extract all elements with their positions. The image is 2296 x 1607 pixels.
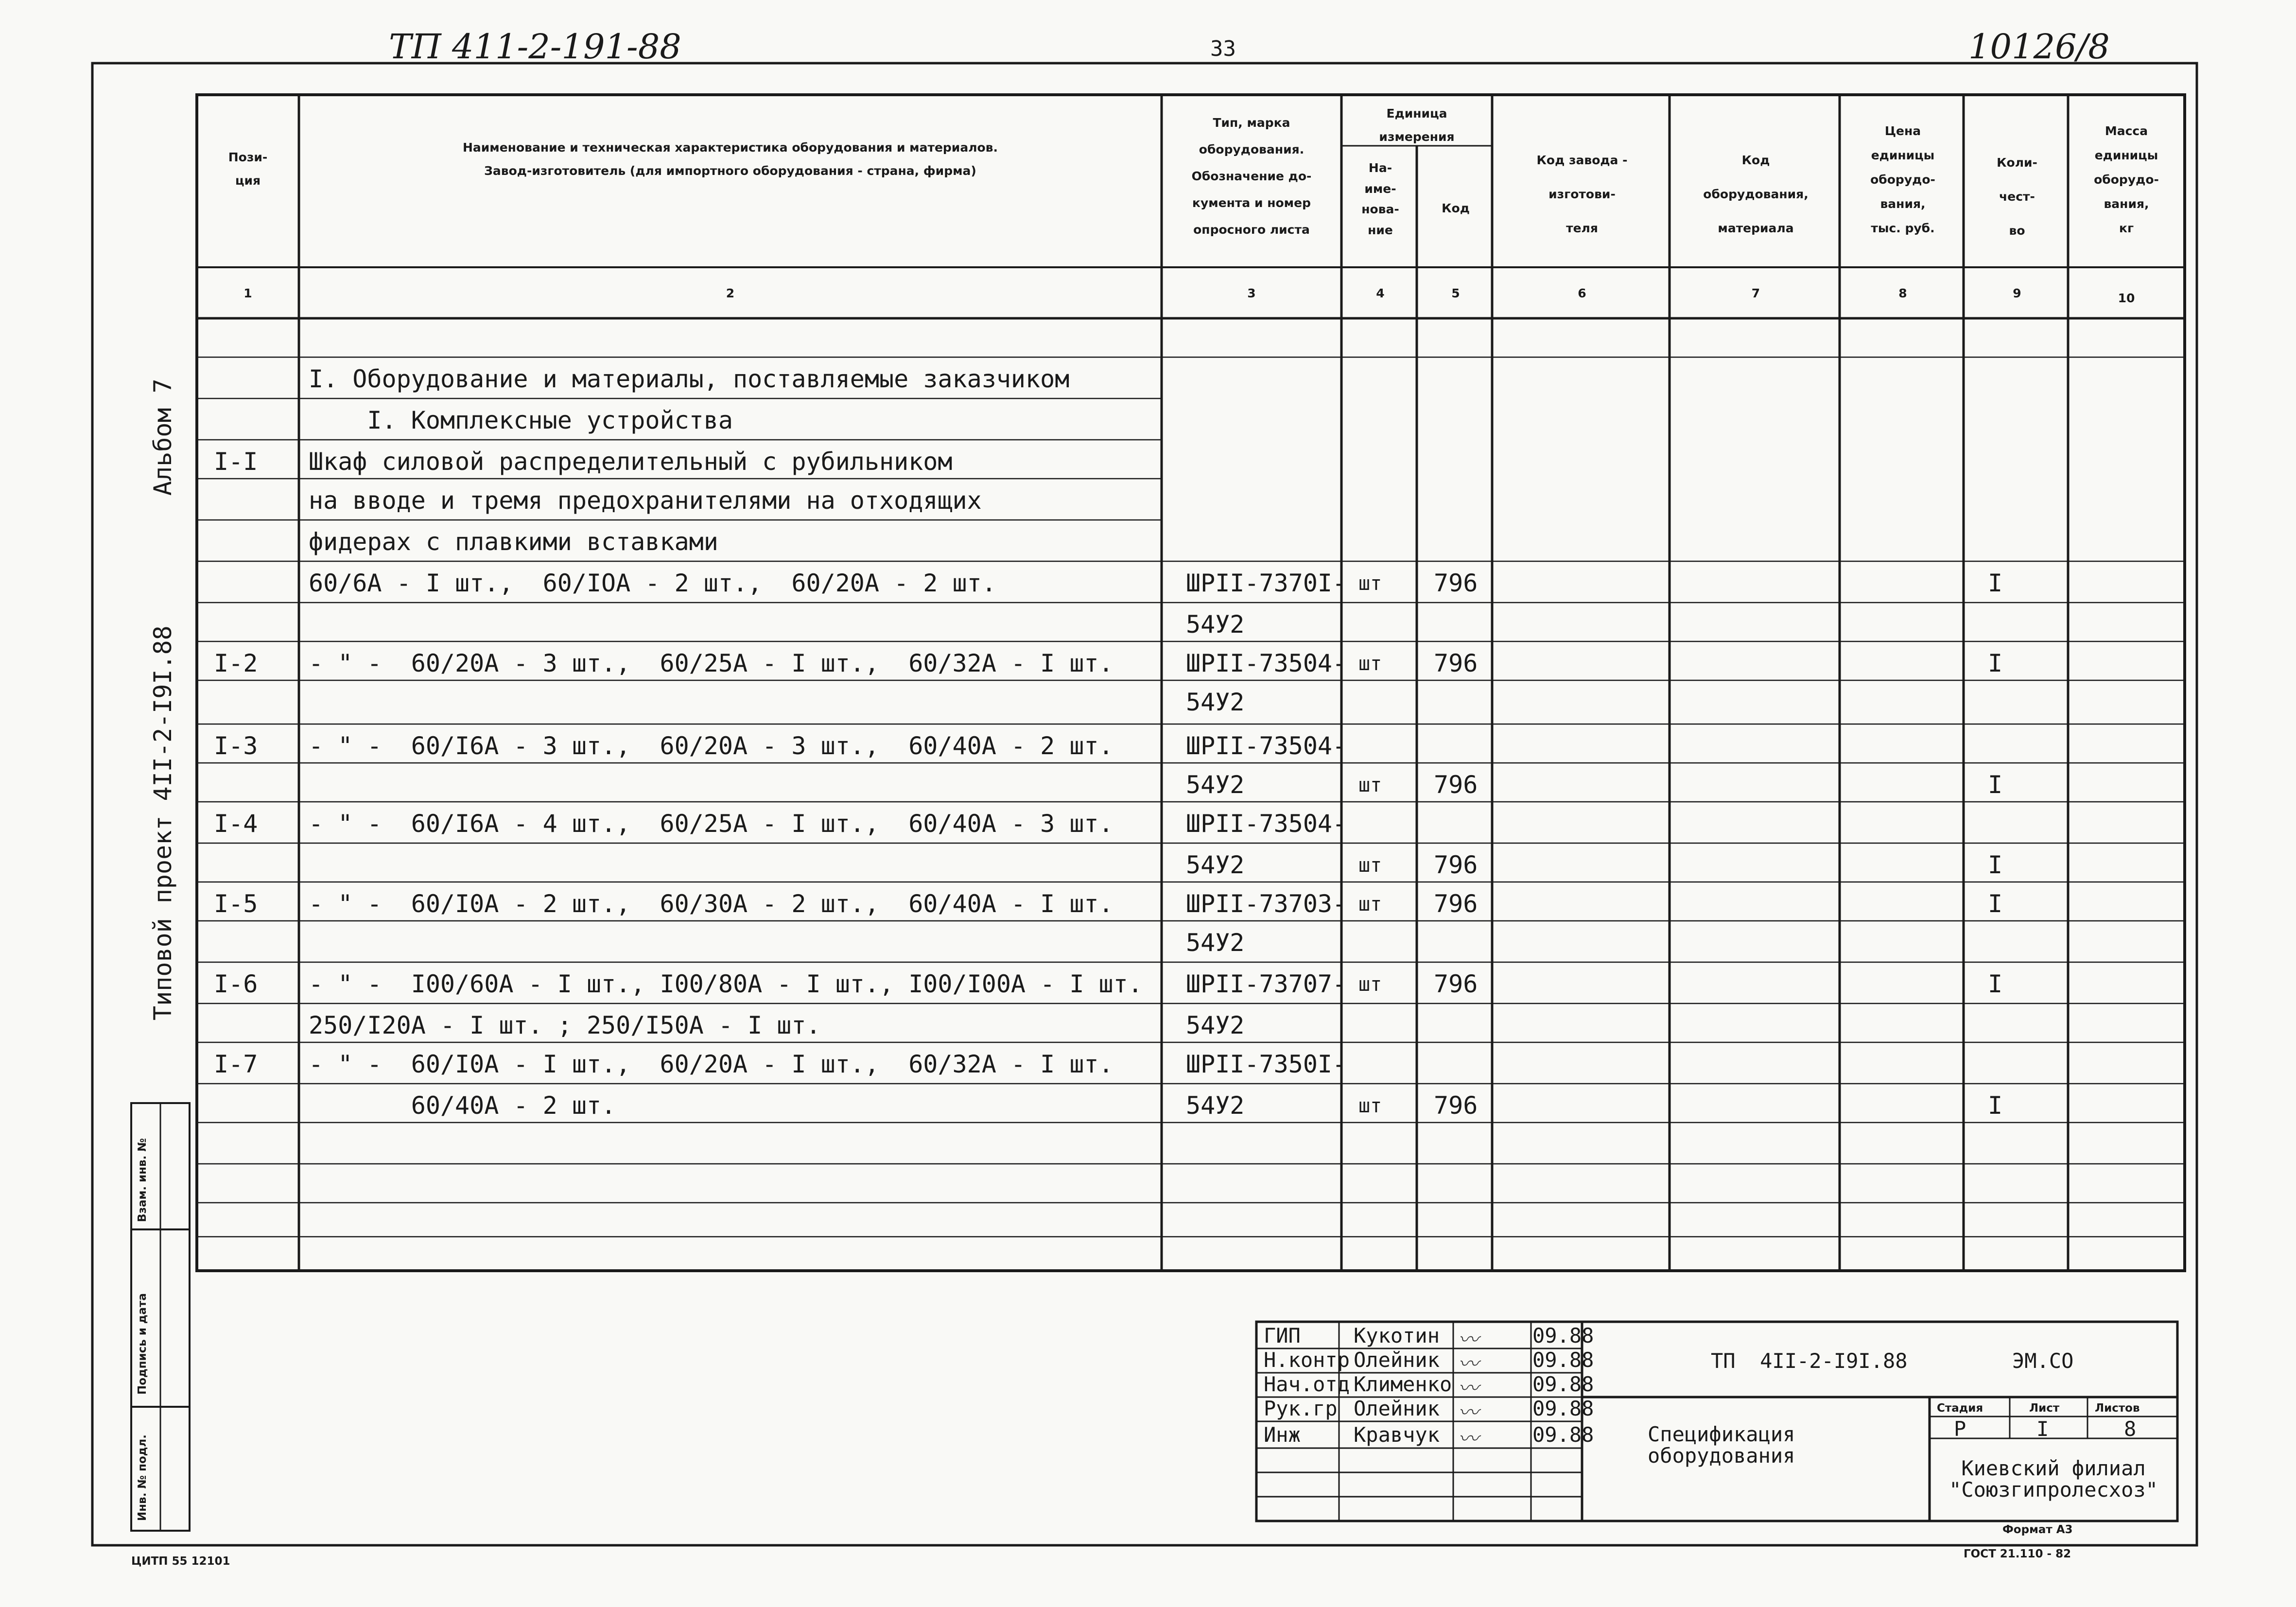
- row-unit: шт: [1358, 774, 1382, 796]
- row-name: фидерах с плавкими вставками: [309, 528, 718, 556]
- row-type: ШРII-73504-: [1186, 649, 1347, 677]
- col-header-unit-code: Код: [1442, 201, 1470, 215]
- row-position: I-5: [214, 890, 258, 918]
- signature-mark: 〰: [1458, 1352, 1479, 1376]
- col-header-unit-name: На- име- нова- ние: [1361, 161, 1399, 237]
- col-num: 7: [1751, 286, 1760, 300]
- row-name: 60/40А - 2 шт.: [309, 1091, 616, 1120]
- row-type: ШРII-73504-: [1186, 810, 1347, 838]
- signature-mark: 〰: [1458, 1376, 1479, 1400]
- signer-role: Инж: [1264, 1423, 1301, 1447]
- col-header-factory-code: Код завода - изготови- теля: [1536, 153, 1628, 235]
- sheets-label: Листов: [2095, 1402, 2140, 1415]
- signer-role: ГИП: [1264, 1324, 1301, 1348]
- signer-date: 09.88: [1532, 1324, 1594, 1348]
- row-type: 54У2: [1186, 1011, 1245, 1039]
- doc-title: Спецификация оборудования: [1648, 1422, 1795, 1468]
- signer-date: 09.88: [1532, 1397, 1594, 1420]
- col-num: 2: [726, 286, 735, 300]
- col-num: 10: [2118, 291, 2135, 305]
- stage-label: Стадия: [1937, 1402, 1983, 1415]
- row-position: I-I: [214, 448, 258, 476]
- row-unit-code: 796: [1434, 649, 1478, 677]
- row-name: на вводе и тремя предохранителями на отходящих: [309, 486, 982, 515]
- row-name: I. Оборудование и материалы, поставляемые заказчиком: [309, 365, 1070, 393]
- row-unit: шт: [1358, 893, 1382, 916]
- sheet-value: I: [2036, 1417, 2049, 1441]
- row-position: I-2: [214, 649, 258, 677]
- row-name: - " - 60/I6А - 4 шт., 60/25А - I шт., 60/40А - 3 шт.: [309, 810, 1113, 838]
- row-quantity: I: [1988, 970, 2003, 998]
- row-name: - " - 60/I0А - I шт., 60/20А - I шт., 60/32А - I шт.: [309, 1050, 1113, 1078]
- album-label: Альбом 7: [149, 379, 177, 496]
- row-unit-code: 796: [1434, 890, 1478, 918]
- col-header-quantity: Коли- чест- во: [1997, 156, 2037, 238]
- row-unit: шт: [1358, 572, 1382, 595]
- col-num: 1: [244, 286, 252, 300]
- signer-name: Кукотин: [1354, 1324, 1440, 1348]
- project-label: Типовой проект 4II-2-I9I.88: [149, 625, 177, 1020]
- row-quantity: I: [1988, 569, 2003, 597]
- signer-role: Рук.гр: [1264, 1397, 1338, 1420]
- row-unit: шт: [1358, 1095, 1382, 1117]
- signer-date: 09.88: [1532, 1423, 1594, 1447]
- row-unit-code: 796: [1434, 569, 1478, 597]
- col-num: 3: [1247, 286, 1256, 300]
- row-quantity: I: [1988, 649, 2003, 677]
- row-type: ШРII-73703-: [1186, 890, 1347, 918]
- row-name: - " - 60/20А - 3 шт., 60/25А - I шт., 60/32А - I шт.: [309, 649, 1113, 677]
- row-unit: шт: [1358, 973, 1382, 996]
- col-header-price: Цена единицы оборудо- вания, тыс. руб.: [1870, 124, 1935, 235]
- row-quantity: I: [1988, 851, 2003, 879]
- doc-code: ТП 4II-2-I9I.88: [1711, 1349, 1908, 1373]
- signer-role: Нач.отд: [1264, 1372, 1350, 1396]
- col-header-equipment-code: Код оборудования, материала: [1703, 153, 1809, 235]
- row-name: I. Комплексные устройства: [309, 406, 733, 434]
- col-header-type: Тип, марка оборудования. Обозначение до- кумента и номер опросного листа: [1191, 116, 1312, 237]
- row-position: I-7: [214, 1050, 258, 1078]
- row-name: 60/6А - I шт., 60/IOA - 2 шт., 60/20А - 2 шт.: [309, 569, 996, 597]
- signer-date: 09.88: [1532, 1348, 1594, 1372]
- page-number: 33: [1210, 36, 1236, 61]
- signer-name: Кравчук: [1354, 1423, 1440, 1447]
- gost-label: ГОСТ 21.110 - 82: [1964, 1548, 2071, 1560]
- col-header-mass: Масса единицы оборудо- вания, кг: [2094, 124, 2159, 235]
- row-type: ШРII-7370I-: [1186, 569, 1347, 597]
- row-type: 54У2: [1186, 610, 1245, 639]
- row-type: 54У2: [1186, 929, 1245, 957]
- col-header-name: Наименование и техническая характеристика оборудования и материалов. Завод-изготовитель (для импортного оборудования - страна, фирма): [462, 140, 998, 178]
- row-type: 54У2: [1186, 1091, 1245, 1120]
- col-num: 9: [2013, 286, 2021, 300]
- row-position: I-4: [214, 810, 258, 838]
- row-name: - " - 60/I0А - 2 шт., 60/30А - 2 шт., 60/40А - I шт.: [309, 890, 1113, 918]
- stage-value: Р: [1954, 1417, 1966, 1441]
- row-name: - " - 60/I6А - 3 шт., 60/20А - 3 шт., 60/40А - 2 шт.: [309, 732, 1113, 760]
- row-type: 54У2: [1186, 771, 1245, 799]
- col-header-position: Пози- ция: [228, 150, 268, 188]
- doc-mark: ЭМ.СО: [2012, 1349, 2074, 1373]
- sheets-value: 8: [2124, 1417, 2137, 1441]
- binding-replace-inv: Взам. инв. №: [136, 1138, 149, 1222]
- col-num: 8: [1898, 286, 1907, 300]
- row-name: Шкаф силовой распределительный с рубильником: [309, 448, 953, 476]
- row-unit-code: 796: [1434, 1091, 1478, 1120]
- col-num: 6: [1578, 286, 1586, 300]
- row-unit: шт: [1358, 653, 1382, 675]
- signature-mark: 〰: [1458, 1400, 1479, 1424]
- row-type: 54У2: [1186, 688, 1245, 716]
- row-quantity: I: [1988, 890, 2003, 918]
- row-type: ШРII-7350I-: [1186, 1050, 1347, 1078]
- row-unit-code: 796: [1434, 970, 1478, 998]
- row-type: ШРII-73504-: [1186, 732, 1347, 760]
- row-unit-code: 796: [1434, 771, 1478, 799]
- col-header-unit-group: Единица измерения: [1379, 106, 1455, 144]
- row-position: I-6: [214, 970, 258, 998]
- row-name: - " - I00/60А - I шт., I00/80А - I шт., I00/I00А - I шт.: [309, 970, 1143, 998]
- row-type: 54У2: [1186, 851, 1245, 879]
- signature-mark: 〰: [1458, 1328, 1479, 1351]
- row-position: I-3: [214, 732, 258, 760]
- col-num: 5: [1451, 286, 1460, 300]
- signer-name: Олейник: [1354, 1348, 1440, 1372]
- row-quantity: I: [1988, 1091, 2003, 1120]
- signer-role: Н.контр: [1264, 1348, 1350, 1372]
- format-label: Формат А3: [2002, 1523, 2073, 1536]
- doc-code-handwritten: ТП 411-2-191-88: [389, 27, 681, 67]
- row-unit: шт: [1358, 854, 1382, 877]
- archive-number: 10126/8: [1968, 27, 2110, 67]
- signer-name: Олейник: [1354, 1397, 1440, 1420]
- sheet-label: Лист: [2029, 1402, 2060, 1415]
- binding-signature-date: Подпись и дата: [136, 1293, 149, 1395]
- row-unit-code: 796: [1434, 851, 1478, 879]
- row-name: 250/I20А - I шт. ; 250/I50А - I шт.: [309, 1011, 821, 1039]
- print-code: ЦИТП 55 12101: [131, 1555, 230, 1568]
- signature-mark: 〰: [1458, 1427, 1479, 1451]
- row-type: ШРII-73707-: [1186, 970, 1347, 998]
- signer-name: Клименко: [1354, 1372, 1452, 1396]
- signer-date: 09.88: [1532, 1372, 1594, 1396]
- col-num: 4: [1376, 286, 1385, 300]
- binding-orig-inv: Инв. № подл.: [136, 1434, 149, 1521]
- row-quantity: I: [1988, 771, 2003, 799]
- organization: Киевский филиал "Союзгипролесхоз": [1949, 1456, 2158, 1502]
